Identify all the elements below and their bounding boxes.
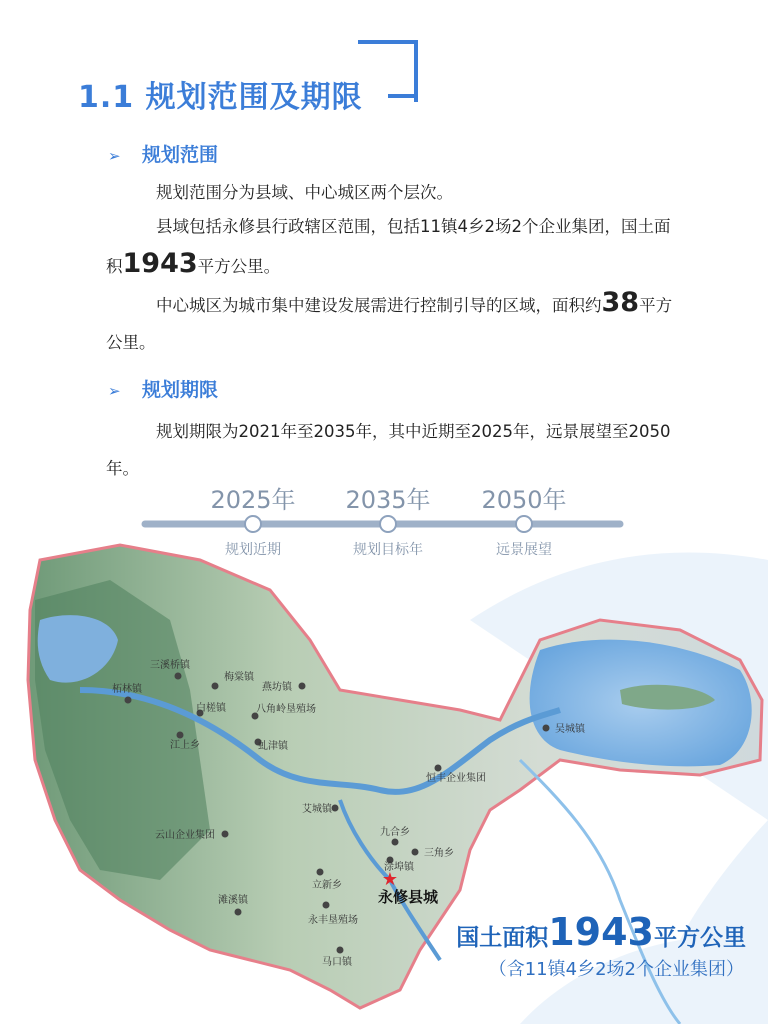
title-bracket-decoration <box>358 40 418 102</box>
section-heading-label: 规划期限 <box>142 379 219 401</box>
town-label: 永丰垦殖场 <box>308 915 358 926</box>
scope-p3-unit: 平方公里。 <box>106 296 673 352</box>
town-dot <box>125 697 132 704</box>
town-dot <box>332 805 339 812</box>
town-label: 滩溪镇 <box>218 895 248 906</box>
arrow-bullet-icon: ➢ <box>108 382 121 400</box>
section-heading-period <box>108 375 218 402</box>
timeline-label: 规划近期 <box>225 542 281 558</box>
town-label: 三角乡 <box>424 848 454 859</box>
county-seat-label: 永修县城 <box>378 888 439 906</box>
town-label: 云山企业集团 <box>155 830 215 841</box>
town-dot <box>212 683 219 690</box>
timeline-year: 2050年 <box>481 486 567 514</box>
timeline-year: 2035年 <box>345 486 431 514</box>
scope-paragraph-1: 规划范围分为县域、中心城区两个层次。 <box>156 183 453 202</box>
town-dot <box>337 947 344 954</box>
scope-p3-text: 中心城区为城市集中建设发展需进行控制引导的区域，面积约 <box>156 296 602 315</box>
page-title: 1.1 规划范围及期限 <box>78 80 363 115</box>
timeline-node <box>380 516 396 532</box>
town-dot <box>177 732 184 739</box>
town-label: 涂埠镇 <box>384 862 414 873</box>
town-label: 马口镇 <box>322 957 352 968</box>
town-dot <box>317 869 324 876</box>
area-number: 1943 <box>548 910 654 954</box>
town-label: 江上乡 <box>170 740 200 751</box>
scope-p2-number: 1943 <box>122 248 198 279</box>
arrow-bullet-icon: ➢ <box>108 147 121 165</box>
town-label: 艾城镇 <box>302 804 332 815</box>
scope-p2-text: 县域包括永修县行政辖区范围，包括11镇4乡2场2个企业集团，国土面积 <box>106 217 671 276</box>
town-label: 虬津镇 <box>258 741 288 752</box>
area-suffix: 平方公里 <box>654 925 746 951</box>
scope-paragraph-3 <box>106 284 680 361</box>
town-label: 燕坊镇 <box>262 682 292 693</box>
town-dot <box>392 839 399 846</box>
scope-p3-number: 38 <box>601 287 640 318</box>
town-label: 白槎镇 <box>196 703 226 714</box>
town-label: 立新乡 <box>312 880 342 891</box>
map-area-caption <box>456 910 746 954</box>
timeline-node <box>245 516 261 532</box>
period-text: 规划期限为2021年至2035年，其中近期至2025年，远景展望至2050年。 <box>106 422 671 478</box>
area-prefix: 国土面积 <box>456 925 549 951</box>
scope-paragraph-2 <box>106 208 680 285</box>
town-label: 九合乡 <box>380 827 410 838</box>
town-dot <box>235 909 242 916</box>
period-paragraph <box>106 413 680 487</box>
town-label: 恒丰企业集团 <box>426 773 486 784</box>
timeline-label: 远景展望 <box>496 542 552 558</box>
town-dot <box>435 765 442 772</box>
section-heading-scope <box>108 140 218 167</box>
town-label: 八角岭垦殖场 <box>256 704 316 715</box>
timeline-node <box>516 516 532 532</box>
section-heading-label: 规划范围 <box>142 144 219 166</box>
town-dot <box>543 725 550 732</box>
scope-p2-unit: 平方公里。 <box>197 257 281 276</box>
map-area-subcaption: （含11镇4乡2场2个企业集团） <box>488 959 744 980</box>
town-dot <box>222 831 229 838</box>
town-label: 三溪桥镇 <box>150 660 190 671</box>
town-dot <box>299 683 306 690</box>
town-dot <box>175 673 182 680</box>
town-dot <box>412 849 419 856</box>
title-bracket-tail <box>388 94 418 98</box>
county-seat-star-icon: ★ <box>381 869 399 890</box>
timeline-label: 规划目标年 <box>353 542 423 558</box>
timeline-year: 2025年 <box>210 486 296 514</box>
town-label: 梅棠镇 <box>224 672 254 683</box>
town-dot <box>323 902 330 909</box>
town-label: 吴城镇 <box>555 724 585 735</box>
town-label: 柘林镇 <box>112 684 142 695</box>
